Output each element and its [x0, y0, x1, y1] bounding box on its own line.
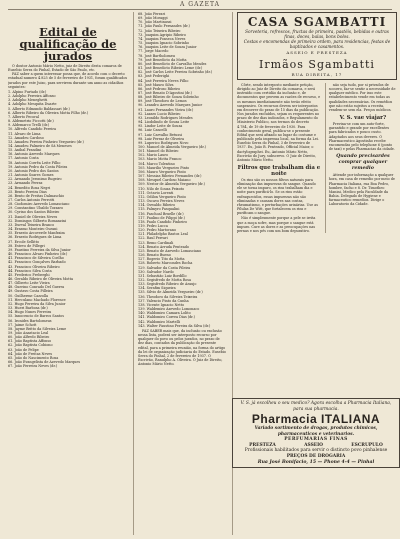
juror-list-item: 50. Guilherme Cazzolla — [8, 293, 49, 298]
juror-list-item: 53. Hueri Barbosa (dr.) — [8, 306, 48, 311]
top-rule — [8, 9, 392, 10]
juror-list-item: 71. João Paulo Fernandes (dr.) — [138, 24, 190, 29]
juror-list-item: 107. Messias Ribeiro Fernandes (dr.) — [138, 174, 202, 179]
juror-list-item: 113. Oscavo Pereira Neves — [138, 199, 185, 204]
col3-text2: Os rins são os nossos filtros naturais para eliminação das impurezas do sangue. Quando ele se torna impuro, os rins trabalham dia e noite para purificá-lo. Se os rins estão enfraquecidos, essas impurezas não são eliminadas e causam dores nas costas, rheumatismo, e perturbações urinárias. Use as Pílulas De Witt, que fortalecem os rins e purificam o sangue. — [237, 177, 318, 216]
juror-list-item: 34. Erasmo Monteiro Ourani — [8, 227, 58, 232]
edital-intro — [8, 64, 128, 89]
juror-list-item: 54. Hugo Nunes Ferreira — [8, 310, 52, 315]
pharmacia-line3: Profissionais habilitados para servir o distincto povo pinhalense — [244, 448, 388, 453]
juror-list-item: 23. Armando Ferraz — [8, 181, 43, 186]
pharmacia-address: Rua José Bonifacio, 15 — Phone 4-4 — Pinhal — [257, 460, 375, 465]
juror-list-item: 116. Paschoal Bruelle (dr.) — [138, 211, 184, 216]
juror-list-item: 94. Liodolindo de Souza Leite — [138, 120, 190, 125]
juror-list-item: 7. Alberto Pecoral — [8, 114, 39, 119]
juror-list-item: 31. Daniel de Oliveira Neves — [8, 214, 58, 219]
juror-list-item: 51. Herculano Machado Florence — [8, 297, 66, 302]
juror-list-item: 48. Guerino Conrado Del Guerra — [8, 285, 65, 290]
edital-title: Edital de qualificação de jurados — [19, 25, 117, 63]
juror-list-item: 83. José Federighi — [138, 74, 170, 79]
pharmacia-col-c: ESCRUPULO — [351, 442, 383, 448]
juror-list-item: 35. Ernesto Arcoverde Manfraim — [8, 231, 65, 236]
juror-list-item: 138. Vicente Ignacio Netto — [138, 302, 185, 307]
juror-list-item: 58. Jayme Britto da Silveira Leme — [8, 326, 67, 331]
juror-list-item: 140. Waldomiro Camara Lolito — [138, 311, 191, 316]
col3-text3: Não é simplesmente porque a pele se irrita que a moça sofre, mas porque o sangue está impuro. Cure as dores e as preocupações nas pernas e nos pés com um bom depurativo. — [237, 216, 316, 233]
col3-text1: Côrte, sendo interposto mediante petição, dirigido ao Juiz de Direito da comarca, e será instruído com certidão da inclusão e, de documentos que provem as razões de recurso, e os mesmos imediatamente não terão efeito suspensivo. Os recursos devem ser interpostos em decorrer do prazo de 15 dias da publicação. Nos jurados excluídos, sejam os requerentes no prazo de dez dias indicados, e Regulamento do Ministerio Publico, nos termos do decreto 4.784, de 19 de fevereiro de 1930. Para conhecimento geral, publica-se o presente Edital que será afixado no lugar do costume e publicado pela imprensa local, na forma da Lei. Eusebio Serra do Pinhal, 3 de fevereiro de 1937. Eu, João B. Penteado, Official Maior, o dactylographei. Eu, Antonio Mário Netto, Escrivão do Jury, subscrevo. O Juiz de Direito, Antonio Mário Netto. — [237, 83, 321, 162]
juror-list-item: 111. Octavio Lorenti — [138, 190, 174, 195]
juror-list-item: 108. Mesquel Cardoso Maiano — [138, 178, 191, 183]
juror-list-item: 86. José Pedroso Ribeiro — [138, 86, 181, 91]
juror-list-item: 76. Joaquim Leite de Souza Junior — [138, 45, 197, 50]
sgambatti-street: RUA DIREITA, 17 — [291, 72, 343, 77]
edital-jurors-list — [8, 90, 128, 368]
juror-list-item: 27. Carlos Antonio Perrotti — [8, 198, 55, 202]
juror-list-item: 128. Roberto Marcondes Rocha — [138, 261, 193, 266]
juror-list-item: 105. Maurilio Vergueiro Pinto — [138, 165, 190, 170]
juror-list-item: 93. Leonildo Rodrigues Mendes — [138, 115, 193, 120]
juror-list-item: 124. Renato Arruda Penteado — [138, 244, 189, 249]
juror-list-item: 44. Francisco Silva Costa — [8, 268, 52, 273]
juror-list-item: 133. Segisfredo Ribeiro de Araujo — [138, 282, 197, 287]
juror-list-item: 139. Waldemiro Azevedo Lomonaco — [138, 307, 200, 312]
pharmacia-title: Pharmacia ITALIANA — [251, 412, 381, 426]
juror-list-item: 12. Amadeu Cardoso — [8, 135, 44, 140]
juror-list-item: 135. Silvio de Almeida Vergueiro (dr.) — [138, 290, 203, 295]
pharmacia-line2: PERFUMARIAS FINAS — [284, 437, 348, 442]
juror-list-item: 80. José Benedicto de Carvalho Mendes — [138, 61, 207, 66]
juror-list-item: 98. Luiz Ferraz de Oliveira — [138, 136, 185, 141]
juror-list-item: 20. Antonio Pedro dos Santos — [8, 168, 59, 173]
jurors-list-continued — [138, 12, 226, 328]
juror-list-item: 118. Paulo Candido Pinheiro — [138, 219, 187, 224]
sgambatti-title2: Irmãos Sgambatti — [259, 58, 375, 71]
juror-list-item: 136. Theodoro da Silveira Teixeira — [138, 294, 198, 299]
juror-list-item: 72. João Teixeira Ribeiro — [138, 28, 181, 33]
juror-list-item: 109. Nestor de Almeida Vergueiro (dr.) — [138, 182, 205, 187]
juror-list-item: 89. José Theodoro de Lemos — [138, 99, 187, 104]
juror-list-item: 87. José Renato D'Agostini (dr.) — [138, 90, 192, 95]
edital-closing: FAZ SABER mais que, da inclusão ou exclusão nessa lista, poderá ser interposto recurso por qualquer do povo ou pelos jurados, no prazo de dez dias, contados da publicação do presente edital, para a primeira reunião, na forma do artigo da lei de organização judiciaria do Estado. Eusebio Serra do Pinhal, 2 de fevereiro de 1937. O Escrivão, Ranulpho A. Oliveira. O Juiz de Direito, Antonio Mário Netto. — [138, 328, 226, 367]
juror-list-item: 92. Lazaro Lucio Ribeiro — [138, 111, 181, 116]
juror-list-item: 18. Antonio Corrêa Leite Filho — [8, 160, 61, 165]
juror-list-item: 67. João Ferreira Neves (dr.) — [8, 364, 58, 369]
juror-list-item: 11. Alvaro de Lima — [8, 131, 41, 136]
juror-list-item: 68. João Ferrari — [138, 12, 166, 16]
col4-text1: não seja tudo, por si privados de socorro, faz-se sentir a necessidade de qualquer médico. Por isso este estabelecimento vende em todas as qualidades necessárias. Os remédios que não estão sujeitos a receita, vendem-se sem ela. Preços módicos. — [328, 83, 396, 112]
juror-list-item: 42. Francisco Gonçalves Barbado — [8, 260, 66, 265]
juror-list-item: 36. Ernesto Rodrigues de Lima — [8, 235, 62, 240]
juror-list-item: 43. Francisco Oliveira Ribeiro — [8, 264, 60, 269]
juror-list-item: 26. Bento de Freitas Dalmaschio — [8, 193, 65, 198]
juror-list-item: 120. Pedro Martorano — [138, 228, 177, 233]
juror-list-item: 9. Aldemarco Trelli (dr.) — [8, 123, 50, 128]
juror-list-item: 115. Palmyro Pasqualini — [138, 207, 180, 212]
juror-list-item: 96. Luiz Cancelli — [138, 128, 167, 133]
juror-list-item: 22. Armando Jeronimo Rugeiro — [8, 177, 62, 182]
juror-list-item: 78. José Bartholomeu — [138, 53, 175, 58]
juror-list-item: 2. Adolpho Ferreira Affonso — [8, 94, 56, 99]
juror-list-item: 39. Faustino Ferreira da Silva Junior — [8, 247, 71, 252]
juror-list-item: 90. Leandro Azevedo Marques Junior — [138, 103, 203, 108]
col4-heading2: Quando precisardes comprar qualquer remedio — [336, 153, 390, 172]
juror-list-item: 117. Paulino de Filippi (dr.) — [138, 215, 185, 220]
pharmacia-col-b: ASSEIO — [304, 442, 324, 448]
juror-list-item: 40. Francisco Alvaro Pinheiro (dr.) — [8, 252, 68, 257]
juror-list-item: 63. João de Felipe — [8, 347, 39, 352]
sgambatti-line1: Sorveteria, refrescos, fructas de primeira, pastéis, bebidas e outras finas, doces, balas, bons bolos. — [245, 29, 389, 39]
juror-list-item: 1. Alpino Furtado (dr.) — [8, 89, 47, 94]
juror-list-item: 129. Salvador da Costa Pileira — [138, 265, 191, 270]
juror-list-item: 130. Salvador Nardo — [138, 269, 174, 274]
juror-list-item: 19. Antonio Pedro da Costa Pileira — [8, 164, 68, 169]
juror-list-item: 100. Manoel de Almeida Vergueiro (dr.) — [138, 145, 206, 149]
juror-list-item: 21. Antonio Soares Gomes — [8, 173, 54, 178]
col3-heading: Filtros que trabalham dia e noite — [237, 164, 321, 177]
juror-list-item: 38. Estevo de Pillegri — [8, 243, 45, 248]
juror-list-item: 84. José Ferreira Neves Filho — [138, 78, 189, 83]
pharmacia-intro: V. S. já escolheu o seu medico? Agora escolha a Pharmacia Italiana, para sua pharmacia. — [240, 401, 392, 412]
juror-list-item: 73. Joaquim Agripio Ribeiro — [138, 32, 186, 37]
col4-heading: V. S. vae viajar? — [339, 115, 387, 122]
juror-list-item: 59. João Anastacio Leal — [8, 331, 49, 335]
juror-list-item: 97. Luiz Carvalho Betussi — [138, 132, 183, 137]
juror-list-item: 142. Waldomiro Martelli — [138, 319, 180, 324]
juror-list-item: 101. Manoel do Ribeiro — [138, 149, 179, 154]
juror-list-item: 60. João Alfredo Ribeiro — [8, 335, 50, 340]
juror-list-item: 82. José Carlos Leite Pereira Sobrinho (dr.) — [138, 70, 213, 75]
col4-text2: Previna-se com um auto-forte, garantido e grande por excellentes para fabricados e pouco custo. Adaptados aos seus deveres. O Pharmaceutico Agostinho recebe encomendas pelo telephone 6 (ponto de taxi) e pelas Pharmacias da cidade. — [328, 122, 395, 152]
sgambatti-title: CASA SGAMBATTI — [247, 15, 387, 29]
juror-list-item: 56. Ironides Bartolomeus — [8, 318, 52, 323]
juror-list-item: 141. Waldomiro Correa Dias (dr.) — [138, 315, 195, 320]
juror-list-item: 103. Mario Motta Franco — [138, 157, 182, 162]
juror-list-item: 126. Renato Bueno — [138, 253, 171, 258]
pharmacia-italiana-ad — [232, 398, 400, 468]
juror-list-item: 10. Alfredo Candido Pereira — [8, 127, 57, 132]
juror-list-item: 112. Odilon Vergueiro Pinto — [138, 194, 186, 199]
juror-list-item: 41. Francisco de Silveira Coelho — [8, 256, 64, 261]
juror-list-item: 137. Valencio Pinto da Cunha — [138, 298, 189, 303]
juror-list-item: 5. Alberto Edmundo Baldassari (dr.) — [8, 106, 70, 111]
pharmacia-line4: PREÇOS DE DROGARIA — [286, 453, 346, 459]
juror-list-item: 91. Lauro Fernandes Vieira (dr.) — [138, 107, 194, 112]
juror-list-item: 127. Rogerio Tito da Motta — [138, 257, 185, 262]
juror-list-item: 119. Pedro Lucca — [138, 223, 168, 228]
pharmacia-col-a: PRESTEZA — [249, 442, 276, 448]
juror-list-item: 49. Gustavo Costa Pilleira — [8, 289, 53, 294]
juror-list-item: 47. Gilberto Leite Vieira — [8, 281, 50, 286]
juror-list-item: 114. Oswaldo Ribeiro — [138, 203, 176, 208]
sgambatti-ad — [237, 12, 397, 80]
masthead: A GAZETA — [180, 1, 220, 8]
juror-list-item: 70. João Martinussi — [138, 20, 172, 25]
juror-list-item: 61. João Baptista Affonso — [8, 339, 52, 344]
sgambatti-line3: ASSEIO E PRESTEZA — [286, 50, 348, 55]
juror-list-item: 37. Ercole Sellitto — [8, 239, 40, 244]
juror-list-item: 15. Anibal Prandini — [8, 148, 42, 153]
juror-list-item: 102. Mario Lauro — [138, 153, 169, 158]
column-jurors-continued — [133, 12, 226, 535]
juror-list-item: 95. Lindor Leite de Souza — [138, 124, 183, 129]
juror-list-item: 3. Adolpho Meneghetti — [8, 98, 48, 103]
juror-list-item: 79. José Benedicto da Motta — [138, 57, 187, 62]
juror-list-item: 66. João Evangelista de Azevedo Marques — [8, 360, 81, 365]
juror-list-item: 75. Joaquim Ignacio Sobrinho — [138, 41, 190, 46]
edital-body-text: FAZ saber a quem interessar possa que, de acordo com o decreto estadual numero 4.825 de 5 de fevereiro de 1931, foram qualificados jurados por este Juizo, para servirem durante um anno as cidadãos seguintes: — [8, 72, 128, 89]
juror-list-item: 4. Adolpho Mesquita Duarte — [8, 102, 57, 107]
juror-list-item: 32. Domingos Gilberto Romanzini — [8, 218, 67, 223]
juror-list-item: 8. Aldemetrio Ficcotti (dr.) — [8, 119, 54, 124]
juror-list-item: 81. José Benedicto Ribeiro Leme (dr.) — [138, 66, 203, 71]
col4-text3: Attende por informação a qualquer hora, em casa de remedio por meio de Pharmacia Italiana, rua Boa Pedro, hombre, facho e 8. Dr. Timotheo Manini, Medico pela Faculdade da Bahia. Delegado de Hygiene e farmaceutico remedios. Dirige o Laboratorio da Cidade. — [328, 173, 395, 207]
juror-list-item: 57. Jaime Schott — [8, 322, 37, 327]
juror-list-item: 132. Segisfredo de Motta Rosa — [138, 278, 192, 282]
juror-list-item: 104. Marco Tolentino — [138, 161, 175, 166]
juror-list-item: 13. Amadeu Pereira Pinheiro Vergueiro (dr.) — [8, 139, 84, 144]
juror-list-item: 123. Remo Cardinali — [138, 240, 174, 245]
juror-list-item: 125. Renato de Azevedo Lomasciano — [138, 248, 202, 253]
column-edital — [8, 12, 128, 535]
juror-list-item: 14. Amadeu Palmeiro de Sá Meneses — [8, 143, 72, 148]
pharmacia-line1: Variado sortimento de drogas, produtos chimicos, pharmaceuticos e veterinarios. — [254, 426, 378, 437]
juror-list-item: 99. Luperico Rodrigues Novo — [138, 140, 189, 145]
juror-list-item: 55. Innocencio de Barros Santos — [8, 314, 64, 319]
juror-list-item: 88. José Ribeiro de Souza Sobrinho — [138, 95, 199, 100]
column-three-text — [237, 83, 321, 233]
juror-list-item: 45. Frederico Freberghi — [8, 272, 50, 277]
juror-list-item: 121. Philadelpho Bastos Leal — [138, 232, 188, 237]
juror-list-item: 16. Antonio Azevedo Marques — [8, 152, 60, 157]
juror-list-item: 52. Hugo Ferreira da Silva Junior — [8, 301, 66, 306]
juror-list-item: 17. Antonio Costa — [8, 156, 39, 161]
juror-list-item: 33. Durval Teixeira Branco — [8, 222, 55, 227]
juror-list-item: 28. Ciodomiro Azevedo Lomasciano — [8, 202, 70, 207]
juror-list-item: 85. José Mauro Silva — [138, 82, 174, 87]
juror-list-item: 29. Constantino Ubaldo Tozzaro — [8, 206, 64, 211]
juror-list-item: 25. Bento Pereira Dias — [8, 189, 47, 194]
juror-list-item: 46. Geraldo Ribeiro de Oliveira Motta — [8, 276, 74, 281]
juror-list-item: 134. Serafim Siqueira — [138, 286, 176, 291]
juror-list-item: 62. João Baptista Cobiono — [8, 343, 53, 348]
juror-list-item: 65. João do Nascimento Rosa — [8, 355, 59, 360]
juror-list-item: 110. Nilo de Souza Peixoto — [138, 186, 185, 191]
sgambatti-line2: Cestas e encomendas de primeira ordem, para residencias, festas de baptizados e casamentos. — [243, 39, 391, 49]
juror-list-item: 131. Sebastião Luiz Bordillo — [138, 273, 187, 278]
juror-list-item: 106. Mauro Vergueiro Pinto — [138, 169, 186, 174]
juror-list-item: 77. Jorge Macedo — [138, 49, 169, 54]
juror-list-item: 74. Joaquim Fonseca Neves — [138, 36, 186, 41]
juror-list-item: 122. Raul Ferrari — [138, 236, 168, 241]
column-four — [325, 83, 397, 233]
juror-list-item: 64. João de Freitas Neves — [8, 351, 53, 356]
edital-intro-text: O doutor Antonio Mário Netto, juiz de Direito desta comarca de Eusebio Serra do Pinhal, Estado de São Paulo, etc. — [8, 64, 122, 73]
juror-list-item: 143. Walter Faustino Pereira da Silva (dr.) — [138, 323, 211, 328]
juror-list-item: 24. Benedito Rosa Negri — [8, 185, 51, 190]
juror-list-item: 30. Cyrino dos Santos Ribeiro — [8, 210, 60, 215]
juror-list-item: 69. João Moraggi — [138, 16, 168, 21]
juror-list-item: 6. Alberto Ribeiro da Oliveira Motta Filho (dr.) — [8, 110, 89, 115]
lower-columns — [237, 83, 397, 233]
